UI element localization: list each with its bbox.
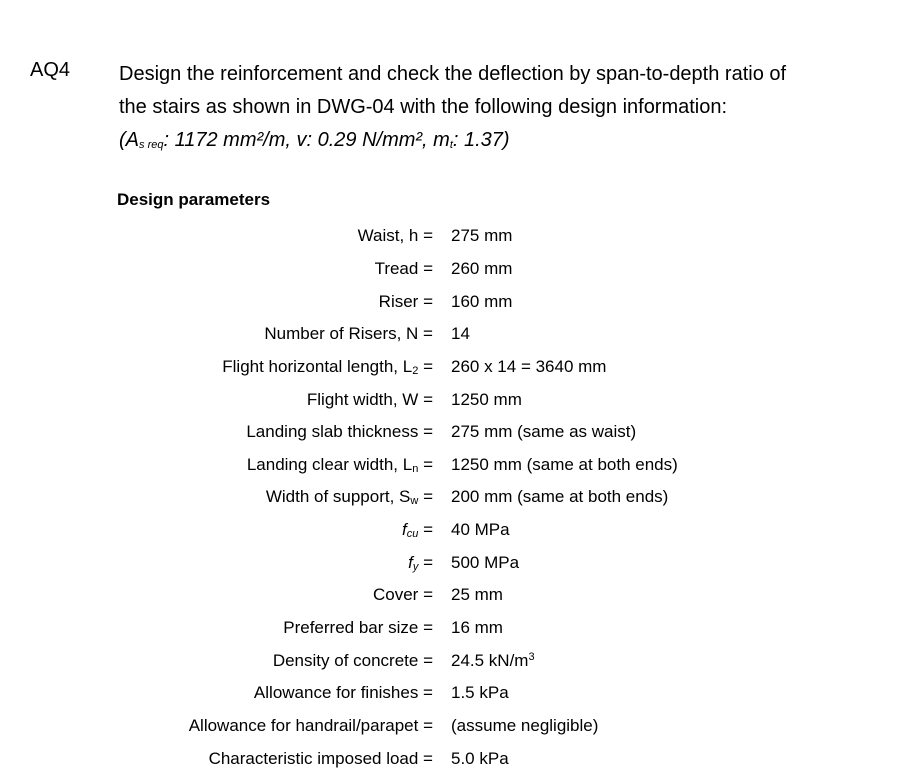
- given-information: (As req: 1172 mm²/m, v: 0.29 N/mm², mt: 1.37): [119, 129, 510, 151]
- param-row: [0, 514, 909, 547]
- param-label: [0, 487, 433, 507]
- param-value: 1.5 kPa: [451, 683, 509, 703]
- question-line-1: Design the reinforcement and check the deflection by span-to-depth ratio of: [119, 63, 787, 85]
- param-value: 275 mm: [451, 226, 513, 246]
- param-label: [0, 520, 433, 540]
- param-value: [433, 651, 535, 671]
- param-value: 160 mm: [451, 291, 513, 311]
- param-label: Cover =: [373, 585, 433, 605]
- param-value-text: 24.5 kN/m: [451, 650, 529, 670]
- param-value: 1250 mm: [451, 389, 522, 409]
- param-label-text: Landing clear width, L: [246, 454, 413, 474]
- as-subscript: s req: [139, 139, 164, 151]
- param-row: [0, 612, 909, 645]
- as-value: : 1172 mm²/m, v: 0.29 N/mm², m: [163, 129, 450, 151]
- param-value: 14: [451, 324, 470, 344]
- param-label: [0, 553, 433, 573]
- param-label-subscript: 2: [412, 364, 419, 377]
- question-number: AQ4: [30, 59, 71, 81]
- section-heading: Design parameters: [117, 190, 271, 209]
- param-label: Landing slab thickness =: [246, 422, 433, 442]
- param-label: Preferred bar size =: [283, 618, 433, 637]
- param-label-subscript: n: [412, 462, 419, 475]
- param-label-equals: =: [418, 356, 433, 376]
- param-label: Tread =: [374, 258, 433, 278]
- param-label: Flight width, W =: [306, 389, 433, 409]
- param-row: [0, 710, 909, 743]
- param-value: 16 mm: [451, 618, 503, 637]
- param-label: [0, 455, 433, 475]
- param-value: 40 MPa: [451, 520, 510, 540]
- mt-subscript: t: [449, 139, 453, 151]
- param-row: [0, 481, 909, 514]
- param-row: [0, 742, 909, 775]
- param-row: [0, 351, 909, 384]
- param-row: [0, 220, 909, 253]
- param-value: 275 mm (same as waist): [451, 422, 637, 442]
- param-value: 1250 mm (same at both ends): [451, 454, 678, 474]
- param-value: 260 x 14 = 3640 mm: [451, 356, 607, 376]
- param-row: [0, 546, 909, 579]
- param-label-text: Flight horizontal length, L: [222, 356, 413, 376]
- param-label-text: f: [408, 552, 413, 572]
- param-value: 5.0 kPa: [451, 748, 509, 768]
- param-row: [0, 253, 909, 286]
- param-label-equals: =: [418, 520, 433, 540]
- parameters-table: [0, 220, 909, 775]
- question-line-2: the stairs as shown in DWG-04 with the following design information:: [119, 96, 728, 118]
- param-row: [0, 285, 909, 318]
- param-row: [0, 318, 909, 351]
- param-row: [0, 448, 909, 481]
- param-value: (assume negligible): [451, 715, 599, 735]
- param-row: [0, 677, 909, 710]
- param-label: Allowance for handrail/parapet =: [188, 715, 433, 735]
- param-label-text: f: [401, 520, 407, 540]
- param-label: Density of concrete =: [272, 650, 433, 670]
- param-value: 500 MPa: [451, 552, 520, 572]
- param-value-superscript: 3: [528, 650, 535, 663]
- param-value: 260 mm: [451, 258, 513, 278]
- param-label-text: Width of support, S: [265, 487, 411, 507]
- param-label-equals: =: [418, 552, 433, 572]
- as-symbol: A: [125, 129, 140, 151]
- param-label: Number of Risers, N =: [264, 324, 433, 344]
- param-value: 200 mm (same at both ends): [451, 487, 669, 507]
- param-label: Characteristic imposed load =: [208, 748, 433, 768]
- param-row: [0, 644, 909, 677]
- param-row: [0, 416, 909, 449]
- param-label-subscript: cu: [406, 528, 419, 541]
- param-row: [0, 383, 909, 416]
- param-label-subscript: y: [412, 560, 419, 573]
- param-label-equals: =: [418, 454, 433, 474]
- param-label-subscript: w: [410, 495, 419, 508]
- param-label: Allowance for finishes =: [253, 683, 433, 703]
- param-value: 25 mm: [451, 585, 503, 605]
- param-label: Waist, h =: [357, 226, 433, 246]
- param-label: [0, 357, 433, 377]
- param-row: [0, 579, 909, 612]
- mt-value: : 1.37): [452, 129, 510, 151]
- param-label: Riser =: [378, 291, 433, 311]
- question-text: [119, 58, 889, 162]
- param-label-equals: =: [418, 487, 433, 507]
